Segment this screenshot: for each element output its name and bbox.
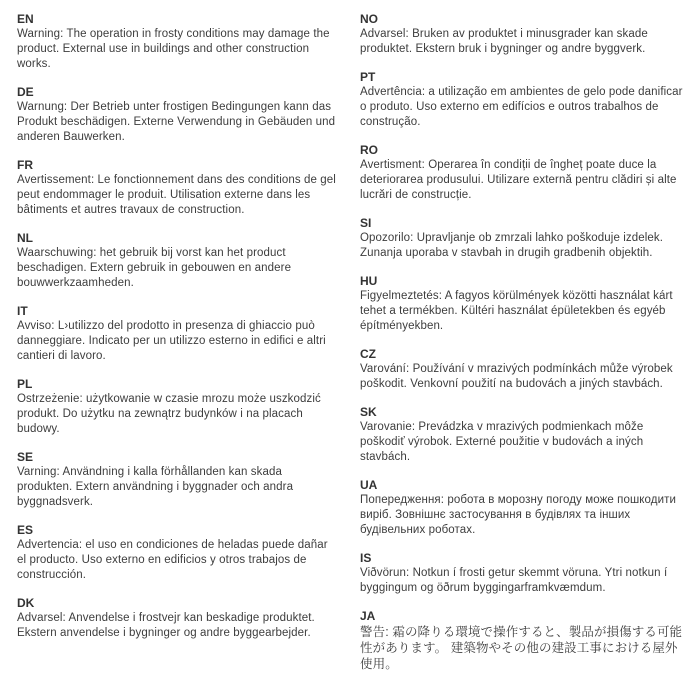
- lang-section-es: [17, 523, 340, 583]
- language-code: FR: [17, 158, 33, 172]
- warning-text: Figyelmeztetés: A fagyos körülmények közötti használat kárt tehet a termékben. Kültéri használat épületekben és egyéb építményekben.: [360, 290, 673, 332]
- warning-text: Попередження: робота в морозну погоду може пошкодити виріб. Зовнішнє застосування в будівлях та інших будівельних роботах.: [360, 494, 677, 536]
- language-code: EN: [17, 12, 34, 26]
- language-code: HU: [360, 274, 378, 288]
- language-code: CZ: [360, 347, 376, 361]
- warning-text: Varování: Používání v mrazivých podmínkách může výrobek poškodit. Venkovní použití na budovách a jiných stavbách.: [360, 363, 673, 390]
- warning-text: Waarschuwing: het gebruik bij vorst kan het product beschadigen. Extern gebruik in gebouwen en andere bouwwerkzaamheden.: [17, 247, 292, 289]
- left-column: [17, 12, 340, 685]
- language-code: IS: [360, 551, 372, 565]
- lang-section-cz: [360, 347, 683, 392]
- lang-section-sk: [360, 405, 683, 465]
- warning-text: Avertisment: Operarea în condiții de îngheț poate duce la deteriorarea produsului. Utilizare externă pentru clădiri și alte lucrări de construcție.: [360, 159, 677, 201]
- language-code: NL: [17, 231, 33, 245]
- lang-section-dk: [17, 596, 340, 641]
- lang-section-is: [360, 551, 683, 596]
- language-code: PT: [360, 70, 376, 84]
- warning-text: Viðvörun: Notkun í frosti getur skemmt vöruna. Ytri notkun í byggingum og öðrum byggingarframkvæmdum.: [360, 567, 668, 594]
- language-code: PL: [17, 377, 33, 391]
- language-code: SK: [360, 405, 377, 419]
- lang-section-it: [17, 304, 340, 364]
- lang-section-pl: [17, 377, 340, 437]
- lang-section-en: [17, 12, 340, 72]
- warning-text: Varning: Användning i kalla förhållanden kan skada produkten. Extern användning i byggnader och andra byggnadsverk.: [17, 466, 294, 508]
- lang-section-de: [17, 85, 340, 145]
- lang-section-no: [360, 12, 683, 57]
- warning-text: 警告: 霜の降りる環境で操作すると、製品が損傷する可能性があります。 建築物やその他の建設工事における屋外使用。: [360, 625, 683, 671]
- warning-text: Warnung: Der Betrieb unter frostigen Bedingungen kann das Produkt beschädigen. Externe Verwendung in Gebäuden und anderen Bauwerken.: [17, 101, 336, 143]
- warning-text: Advarsel: Anvendelse i frostvejr kan beskadige produktet. Ekstern anvendelse i bygninger og andre byggearbejder.: [17, 612, 315, 639]
- warning-text: Ostrzeżenie: użytkowanie w czasie mrozu może uszkodzić produkt. Do użytku na zewnątrz budynków i na placach budowy.: [17, 393, 321, 435]
- lang-section-nl: [17, 231, 340, 291]
- language-code: SI: [360, 216, 372, 230]
- lang-section-ua: [360, 478, 683, 538]
- warning-text: Warning: The operation in frosty conditions may damage the product. External use in buildings and other construction works.: [17, 28, 330, 70]
- lang-section-ro: [360, 143, 683, 203]
- language-code: DE: [17, 85, 34, 99]
- language-code: IT: [17, 304, 28, 318]
- right-column: [360, 12, 683, 685]
- warning-text: Advertencia: el uso en condiciones de heladas puede dañar el producto. Uso externo en edificios y otros trabajos de construcción.: [17, 539, 328, 581]
- language-code: SE: [17, 450, 34, 464]
- language-code: ES: [17, 523, 34, 537]
- lang-section-hu: [360, 274, 683, 334]
- language-code: RO: [360, 143, 378, 157]
- lang-section-fr: [17, 158, 340, 218]
- lang-section-pt: [360, 70, 683, 130]
- language-code: DK: [17, 596, 35, 610]
- language-code: JA: [360, 609, 376, 623]
- warning-text: Varovanie: Prevádzka v mrazivých podmienkach môže poškodiť výrobok. Externé použitie v budovách a iných stavbách.: [360, 421, 644, 463]
- language-code: UA: [360, 478, 378, 492]
- warning-text: Avviso: L›utilizzo del prodotto in presenza di ghiaccio può danneggiare. Indicato per un utilizzo esterno in edifici e altri cantieri di lavoro.: [17, 320, 326, 362]
- lang-section-ja: [360, 609, 683, 672]
- warning-text: Advertência: a utilização em ambientes de gelo pode danificar o produto. Uso externo em edifícios e outros trabalhos de construção.: [360, 86, 683, 128]
- warning-text: Advarsel: Bruken av produktet i minusgrader kan skade produktet. Ekstern bruk i bygninger og andre byggverk.: [360, 28, 648, 55]
- lang-section-se: [17, 450, 340, 510]
- lang-section-si: [360, 216, 683, 261]
- warning-text: Avertissement: Le fonctionnement dans des conditions de gel peut endommager le produit. Utilisation externe dans les bâtiments et autres travaux de construction.: [17, 174, 336, 216]
- warning-text: Opozorilo: Upravljanje ob zmrzali lahko poškoduje izdelek. Zunanja uporaba v stavbah in drugih gradbenih objektih.: [360, 232, 664, 259]
- language-code: NO: [360, 12, 378, 26]
